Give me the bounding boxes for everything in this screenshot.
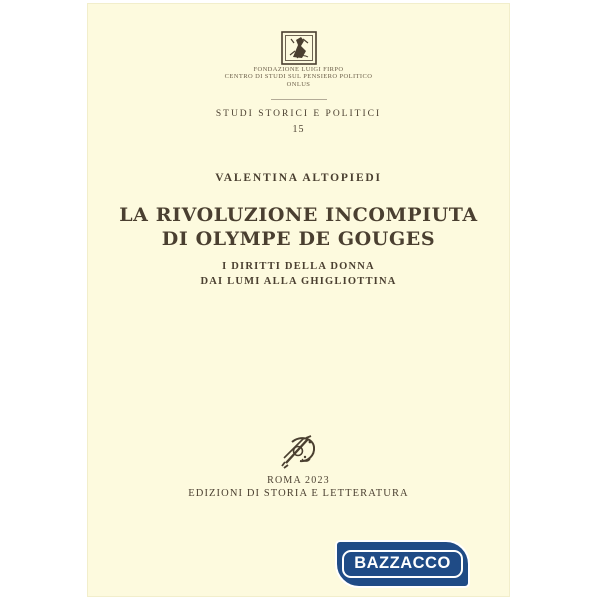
book-title-line-2: DI OLYMPE DE GOUGES: [161, 228, 436, 250]
divider-rule: [271, 99, 327, 100]
series-title: STUDI STORICI E POLITICI: [215, 109, 382, 119]
printer-device-icon: [280, 432, 318, 470]
publisher-name: EDIZIONI DI STORIA E LETTERATURA: [188, 488, 409, 499]
foundation-line-2: CENTRO DI STUDI SUL PENSIERO POLITICO: [224, 73, 373, 81]
book-subtitle: [88, 259, 509, 289]
fondazione-emblem-icon: [281, 31, 317, 65]
place-and-year: ROMA 2023: [267, 475, 330, 486]
badge-text-outline: [342, 550, 463, 577]
book-title-line-1: LA RIVOLUZIONE INCOMPIUTA: [119, 204, 478, 226]
series-number: 15: [292, 124, 305, 135]
foundation-line-3: ONLUS: [286, 80, 311, 88]
author-name: VALENTINA ALTOPIEDI: [215, 172, 382, 184]
foundation-line-1: FONDAZIONE LUIGI FIRPO: [253, 66, 344, 73]
foundation-name-block: [88, 66, 509, 88]
book-subtitle-line-1: I DIRITTI DELLA DONNA: [222, 261, 375, 272]
bazzacco-badge: [335, 540, 470, 588]
book-title: [88, 203, 509, 251]
book-subtitle-line-2: DAI LUMI ALLA GHIGLIOTTINA: [200, 276, 397, 287]
book-cover: [87, 3, 510, 597]
badge-label: BAZZACCO: [354, 554, 451, 573]
